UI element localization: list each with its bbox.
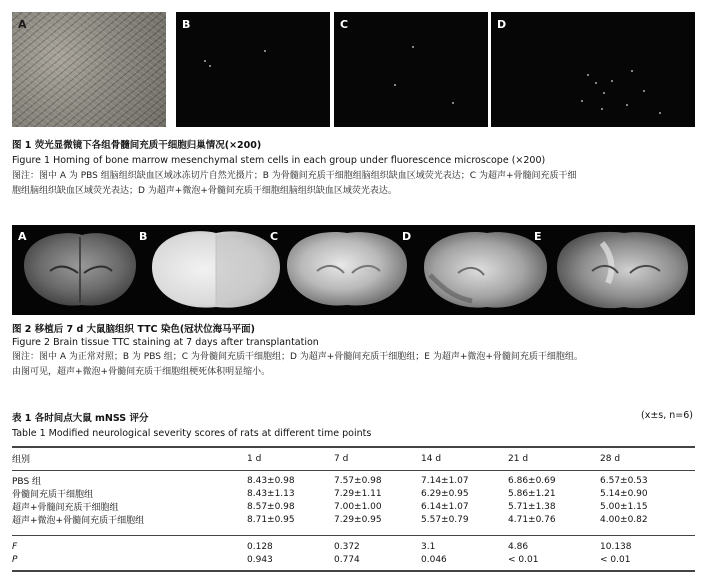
table-cell: 10.138 — [600, 541, 632, 552]
figure1-caption-en: Figure 1 Homing of bone marrow mesenchymal stem cells in each group under fluorescence microscope (×200) — [12, 155, 546, 166]
panel-label: E — [534, 230, 542, 243]
table-cell: F — [12, 541, 18, 552]
table-row — [12, 553, 695, 566]
figure1-note — [12, 169, 695, 199]
figure1-note-line: 图注：图中 A 为 PBS 组脑组织缺血区域冰冻切片自然光摄片；B 为骨髓间充质干细胞组脑组织缺血区域荧光表达；C 为超声+骨髓间充质干细 — [12, 171, 577, 181]
table-header-rule — [12, 470, 695, 471]
table-cell: 5.00±1.15 — [600, 501, 648, 512]
table-top-rule — [12, 446, 695, 448]
panel-label: D — [402, 230, 412, 243]
table-cell: 6.86±0.69 — [508, 475, 556, 486]
table-cell: 超声+骨髓间充质干细胞组 — [12, 503, 119, 513]
brain-slice-d — [424, 232, 547, 308]
table-cell: 6.14±1.07 — [421, 501, 469, 512]
table-cell: 7.29±1.11 — [334, 488, 382, 499]
table-cell: 7.00±1.00 — [334, 501, 382, 512]
table-cell: 3.1 — [421, 541, 436, 552]
panel-label: D — [497, 18, 507, 31]
table-stats-rule — [12, 535, 695, 536]
table-row — [12, 487, 695, 500]
table-cell: 超声+微泡+骨髓间充质干细胞组 — [12, 516, 145, 526]
table-cell: 0.943 — [247, 554, 273, 565]
column-header: 14 d — [421, 453, 442, 464]
figure1-panel-b — [176, 12, 330, 127]
column-header: 1 d — [247, 453, 262, 464]
table-cell: 6.57±0.53 — [600, 475, 648, 486]
table-cell: 4.86 — [508, 541, 529, 552]
table-cell: 6.29±0.95 — [421, 488, 469, 499]
table1-stats — [12, 540, 695, 566]
brain-slice-a — [24, 233, 136, 305]
table-cell: PBS 组 — [12, 477, 42, 487]
table-row — [12, 540, 695, 553]
table-cell: 7.14±1.07 — [421, 475, 469, 486]
column-header: 7 d — [334, 453, 349, 464]
table-cell: < 0.01 — [600, 554, 631, 565]
brain-slice-b — [152, 231, 280, 307]
table-cell: 7.57±0.98 — [334, 475, 382, 486]
table-cell: 5.86±1.21 — [508, 488, 556, 499]
table-row — [12, 474, 695, 487]
figure1-caption-cn: 图 1 荧光显微镜下各组骨髓间充质干细胞归巢情况(×200) — [12, 140, 262, 151]
table-bottom-rule — [12, 570, 695, 572]
figure1-note-line: 胞组脑组织缺血区域荧光表达；D 为超声+微泡+骨髓间充质干细胞组脑组织缺血区域荧光表达。 — [12, 186, 397, 196]
table-cell: 5.71±1.38 — [508, 501, 556, 512]
table-cell: 5.57±0.79 — [421, 514, 469, 525]
figure1-panel-d — [491, 12, 695, 127]
table1-body — [12, 474, 695, 526]
table1-title-cn: 表 1 各时间点大鼠 mNSS 评分 — [12, 413, 149, 424]
table-cell: 0.774 — [334, 554, 360, 565]
table-cell: 4.00±0.82 — [600, 514, 648, 525]
panel-label: C — [340, 18, 349, 31]
table-row — [12, 500, 695, 513]
table-cell: 骨髓间充质干细胞组 — [12, 490, 94, 500]
brain-slice-c — [287, 232, 407, 306]
figure2-note — [12, 350, 695, 380]
column-header: 21 d — [508, 453, 529, 464]
table-cell: 0.128 — [247, 541, 273, 552]
brain-slice-e — [557, 232, 688, 308]
column-header: 组别 — [12, 455, 31, 465]
table-cell: < 0.01 — [508, 554, 539, 565]
table-cell: 7.29±0.95 — [334, 514, 382, 525]
figure2-note-line: 由图可见，超声+微泡+骨髓间充质干细胞组梗死体积明显缩小。 — [12, 367, 271, 377]
figure2-image-strip — [12, 225, 695, 315]
table1-header — [12, 452, 695, 465]
table-cell: 8.43±0.98 — [247, 475, 295, 486]
figure2-caption-en: Figure 2 Brain tissue TTC staining at 7 days after transplantation — [12, 337, 319, 348]
table-cell: 8.43±1.13 — [247, 488, 295, 499]
panel-label: A — [18, 18, 27, 31]
panel-label: A — [18, 230, 27, 243]
table1-stat-note: (x±s, n=6) — [640, 410, 693, 421]
panel-label: B — [182, 18, 191, 31]
figure1-panel-c — [334, 12, 488, 127]
table-cell: 0.372 — [334, 541, 360, 552]
panel-label: B — [139, 230, 148, 243]
table-cell: P — [12, 554, 18, 565]
table1-title-en: Table 1 Modified neurological severity scores of rats at different time points — [12, 428, 372, 439]
table-row — [12, 513, 695, 526]
table-cell: 8.71±0.95 — [247, 514, 295, 525]
table-cell: 0.046 — [421, 554, 447, 565]
column-header: 28 d — [600, 453, 621, 464]
table-header-row — [12, 452, 695, 465]
table-cell: 4.71±0.76 — [508, 514, 556, 525]
figure2-note-line: 图注：图中 A 为正常对照；B 为 PBS 组；C 为骨髓间充质干细胞组；D 为超声+骨髓间充质干细胞组；E 为超声+微泡+骨髓间充质干细胞组。 — [12, 352, 583, 362]
figure1-panel-a — [12, 12, 166, 127]
figure2-brain-slices — [12, 225, 695, 315]
panel-label: C — [270, 230, 279, 243]
table-cell: 8.57±0.98 — [247, 501, 295, 512]
figure2-caption-cn: 图 2 移植后 7 d 大鼠脑组织 TTC 染色(冠状位海马平面) — [12, 324, 256, 335]
table-cell: 5.14±0.90 — [600, 488, 648, 499]
